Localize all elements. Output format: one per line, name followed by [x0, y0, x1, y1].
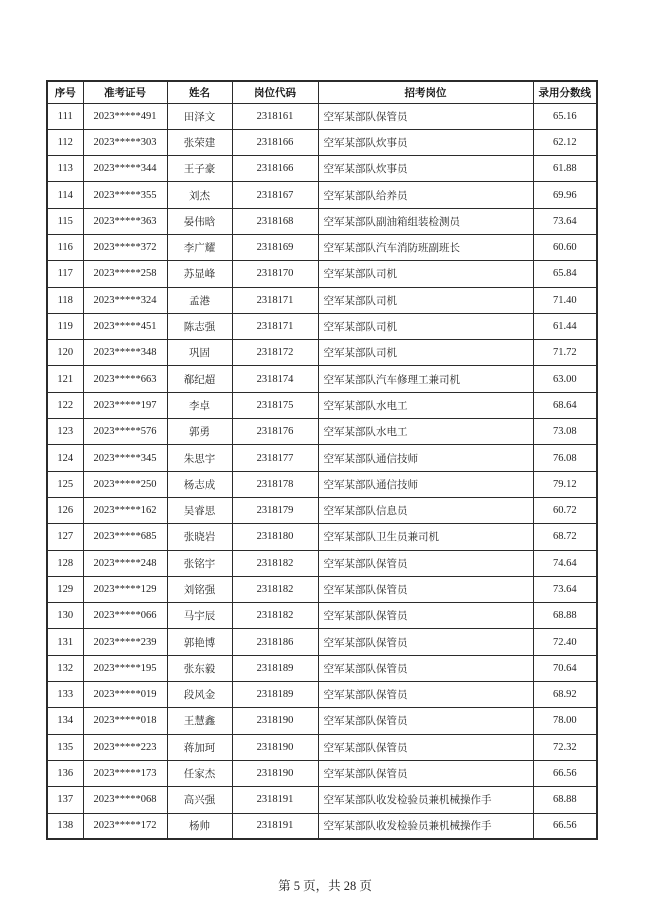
cell-exam-id: 2023*****303 — [83, 129, 167, 155]
column-header-name: 姓名 — [167, 81, 232, 103]
cell-exam-id: 2023*****239 — [83, 629, 167, 655]
table-row — [47, 603, 597, 629]
cell-name: 高兴强 — [167, 787, 232, 813]
cell-post-code: 2318161 — [232, 103, 318, 129]
cell-exam-id: 2023*****663 — [83, 366, 167, 392]
cell-index: 123 — [47, 419, 83, 445]
cell-post-code: 2318179 — [232, 497, 318, 523]
cell-exam-id: 2023*****162 — [83, 497, 167, 523]
cell-post-code: 2318170 — [232, 261, 318, 287]
table-row — [47, 734, 597, 760]
cell-post: 空军某部队司机 — [318, 261, 533, 287]
cell-exam-id: 2023*****066 — [83, 603, 167, 629]
cell-post: 空军某部队卫生员兼司机 — [318, 524, 533, 550]
cell-index: 129 — [47, 576, 83, 602]
cell-post: 空军某部队保管员 — [318, 576, 533, 602]
cell-post: 空军某部队汽车消防班副班长 — [318, 234, 533, 260]
cell-index: 125 — [47, 471, 83, 497]
cell-post: 空军某部队司机 — [318, 287, 533, 313]
table-row — [47, 392, 597, 418]
cell-score: 79.12 — [533, 471, 597, 497]
cell-score: 61.44 — [533, 313, 597, 339]
cell-post-code: 2318189 — [232, 655, 318, 681]
cell-post: 空军某部队炊事员 — [318, 129, 533, 155]
cell-post-code: 2318175 — [232, 392, 318, 418]
table-body — [47, 103, 597, 839]
cell-score: 66.56 — [533, 760, 597, 786]
cell-exam-id: 2023*****372 — [83, 234, 167, 260]
cell-index: 111 — [47, 103, 83, 129]
cell-score: 73.64 — [533, 576, 597, 602]
cell-post-code: 2318169 — [232, 234, 318, 260]
cell-name: 王子豪 — [167, 156, 232, 182]
cell-score: 63.00 — [533, 366, 597, 392]
cell-score: 68.64 — [533, 392, 597, 418]
cell-exam-id: 2023*****223 — [83, 734, 167, 760]
cell-post: 空军某部队保管员 — [318, 682, 533, 708]
table-row — [47, 524, 597, 550]
cell-post-code: 2318176 — [232, 419, 318, 445]
cell-exam-id: 2023*****172 — [83, 813, 167, 839]
cell-index: 137 — [47, 787, 83, 813]
cell-score: 62.12 — [533, 129, 597, 155]
cell-post: 空军某部队保管员 — [318, 655, 533, 681]
cell-post-code: 2318172 — [232, 340, 318, 366]
cell-exam-id: 2023*****348 — [83, 340, 167, 366]
cell-name: 朱思宇 — [167, 445, 232, 471]
cell-index: 114 — [47, 182, 83, 208]
cell-name: 田泽文 — [167, 103, 232, 129]
cell-post: 空军某部队保管员 — [318, 629, 533, 655]
cell-post: 空军某部队司机 — [318, 340, 533, 366]
cell-index: 119 — [47, 313, 83, 339]
cell-post: 空军某部队保管员 — [318, 550, 533, 576]
cell-score: 73.64 — [533, 208, 597, 234]
cell-index: 124 — [47, 445, 83, 471]
cell-post-code: 2318182 — [232, 550, 318, 576]
column-header-post: 招考岗位 — [318, 81, 533, 103]
cell-post: 空军某部队汽车修理工兼司机 — [318, 366, 533, 392]
cell-exam-id: 2023*****324 — [83, 287, 167, 313]
cell-score: 66.56 — [533, 813, 597, 839]
cell-post: 空军某部队炊事员 — [318, 156, 533, 182]
cell-post: 空军某部队水电工 — [318, 419, 533, 445]
cell-exam-id: 2023*****197 — [83, 392, 167, 418]
table-row — [47, 340, 597, 366]
cell-index: 136 — [47, 760, 83, 786]
table-row — [47, 366, 597, 392]
cell-score: 70.64 — [533, 655, 597, 681]
cell-post-code: 2318186 — [232, 629, 318, 655]
cell-post-code: 2318189 — [232, 682, 318, 708]
cell-exam-id: 2023*****491 — [83, 103, 167, 129]
cell-index: 122 — [47, 392, 83, 418]
cell-post: 空军某部队收发检验员兼机械操作手 — [318, 813, 533, 839]
table-header — [47, 81, 597, 103]
cell-score: 71.72 — [533, 340, 597, 366]
cell-post: 空军某部队副油箱组装检测员 — [318, 208, 533, 234]
cell-name: 刘杰 — [167, 182, 232, 208]
column-header-index: 序号 — [47, 81, 83, 103]
cell-score: 72.32 — [533, 734, 597, 760]
cell-post-code: 2318166 — [232, 156, 318, 182]
cell-score: 72.40 — [533, 629, 597, 655]
cell-index: 126 — [47, 497, 83, 523]
cell-score: 69.96 — [533, 182, 597, 208]
cell-post: 空军某部队保管员 — [318, 603, 533, 629]
cell-exam-id: 2023*****355 — [83, 182, 167, 208]
cell-post-code: 2318174 — [232, 366, 318, 392]
table-row — [47, 445, 597, 471]
cell-exam-id: 2023*****451 — [83, 313, 167, 339]
cell-post-code: 2318167 — [232, 182, 318, 208]
cell-exam-id: 2023*****345 — [83, 445, 167, 471]
table-row — [47, 629, 597, 655]
cell-score: 73.08 — [533, 419, 597, 445]
table-row — [47, 234, 597, 260]
cell-name: 李广耀 — [167, 234, 232, 260]
cell-name: 段风金 — [167, 682, 232, 708]
cell-index: 127 — [47, 524, 83, 550]
cell-post-code: 2318177 — [232, 445, 318, 471]
cell-post: 空军某部队通信技师 — [318, 445, 533, 471]
cell-name: 陈志强 — [167, 313, 232, 339]
cell-post: 空军某部队收发检验员兼机械操作手 — [318, 787, 533, 813]
column-header-post-code: 岗位代码 — [232, 81, 318, 103]
cell-exam-id: 2023*****019 — [83, 682, 167, 708]
cell-exam-id: 2023*****018 — [83, 708, 167, 734]
cell-post-code: 2318182 — [232, 603, 318, 629]
cell-post-code: 2318178 — [232, 471, 318, 497]
table-row — [47, 419, 597, 445]
cell-score: 68.92 — [533, 682, 597, 708]
cell-post-code: 2318191 — [232, 787, 318, 813]
cell-name: 杨志成 — [167, 471, 232, 497]
cell-index: 116 — [47, 234, 83, 260]
cell-exam-id: 2023*****250 — [83, 471, 167, 497]
cell-post: 空军某部队通信技师 — [318, 471, 533, 497]
cell-post-code: 2318166 — [232, 129, 318, 155]
cell-index: 128 — [47, 550, 83, 576]
cell-name: 郭勇 — [167, 419, 232, 445]
cell-score: 60.72 — [533, 497, 597, 523]
cell-index: 120 — [47, 340, 83, 366]
cell-post-code: 2318190 — [232, 734, 318, 760]
cell-post-code: 2318182 — [232, 576, 318, 602]
cell-score: 68.88 — [533, 603, 597, 629]
cell-exam-id: 2023*****685 — [83, 524, 167, 550]
cell-index: 117 — [47, 261, 83, 287]
cell-post-code: 2318190 — [232, 760, 318, 786]
table-row — [47, 182, 597, 208]
cell-exam-id: 2023*****068 — [83, 787, 167, 813]
header-row — [47, 81, 597, 103]
cell-post: 空军某部队信息员 — [318, 497, 533, 523]
cell-index: 118 — [47, 287, 83, 313]
cell-name: 王慧鑫 — [167, 708, 232, 734]
cell-name: 巩固 — [167, 340, 232, 366]
cell-exam-id: 2023*****173 — [83, 760, 167, 786]
cell-post: 空军某部队保管员 — [318, 734, 533, 760]
cell-post: 空军某部队保管员 — [318, 708, 533, 734]
cell-name: 张荣建 — [167, 129, 232, 155]
cell-post-code: 2318171 — [232, 313, 318, 339]
cell-name: 李卓 — [167, 392, 232, 418]
table-row — [47, 682, 597, 708]
table-row — [47, 760, 597, 786]
cell-name: 任家杰 — [167, 760, 232, 786]
table-row — [47, 787, 597, 813]
table-row — [47, 287, 597, 313]
cell-name: 孟港 — [167, 287, 232, 313]
cell-exam-id: 2023*****195 — [83, 655, 167, 681]
table-row — [47, 313, 597, 339]
score-table — [46, 80, 598, 840]
cell-name: 吴睿思 — [167, 497, 232, 523]
cell-score: 71.40 — [533, 287, 597, 313]
cell-score: 65.84 — [533, 261, 597, 287]
cell-exam-id: 2023*****248 — [83, 550, 167, 576]
cell-name: 马宇辰 — [167, 603, 232, 629]
cell-score: 60.60 — [533, 234, 597, 260]
cell-post-code: 2318168 — [232, 208, 318, 234]
cell-post-code: 2318180 — [232, 524, 318, 550]
cell-exam-id: 2023*****344 — [83, 156, 167, 182]
table-row — [47, 576, 597, 602]
cell-post: 空军某部队保管员 — [318, 760, 533, 786]
cell-name: 蒋加珂 — [167, 734, 232, 760]
cell-index: 134 — [47, 708, 83, 734]
cell-post: 空军某部队水电工 — [318, 392, 533, 418]
table-row — [47, 708, 597, 734]
table-row — [47, 103, 597, 129]
cell-index: 132 — [47, 655, 83, 681]
cell-name: 苏显峰 — [167, 261, 232, 287]
cell-name: 张铭宇 — [167, 550, 232, 576]
cell-score: 61.88 — [533, 156, 597, 182]
table-row — [47, 471, 597, 497]
cell-index: 112 — [47, 129, 83, 155]
table-row — [47, 497, 597, 523]
cell-exam-id: 2023*****363 — [83, 208, 167, 234]
table-row — [47, 655, 597, 681]
cell-index: 115 — [47, 208, 83, 234]
cell-score: 65.16 — [533, 103, 597, 129]
cell-exam-id: 2023*****258 — [83, 261, 167, 287]
cell-score: 68.72 — [533, 524, 597, 550]
cell-index: 130 — [47, 603, 83, 629]
cell-score: 78.00 — [533, 708, 597, 734]
cell-name: 郭艳博 — [167, 629, 232, 655]
cell-index: 131 — [47, 629, 83, 655]
column-header-exam-id: 准考证号 — [83, 81, 167, 103]
cell-index: 121 — [47, 366, 83, 392]
cell-exam-id: 2023*****129 — [83, 576, 167, 602]
cell-name: 杨帅 — [167, 813, 232, 839]
cell-post: 空军某部队给养员 — [318, 182, 533, 208]
cell-post-code: 2318191 — [232, 813, 318, 839]
cell-score: 74.64 — [533, 550, 597, 576]
cell-name: 张晓岩 — [167, 524, 232, 550]
cell-name: 张东毅 — [167, 655, 232, 681]
cell-exam-id: 2023*****576 — [83, 419, 167, 445]
cell-name: 刘铭强 — [167, 576, 232, 602]
cell-index: 135 — [47, 734, 83, 760]
cell-index: 133 — [47, 682, 83, 708]
cell-score: 68.88 — [533, 787, 597, 813]
table-row — [47, 208, 597, 234]
table-row — [47, 129, 597, 155]
page-footer: 第 5 页，共 28 页 — [278, 879, 372, 893]
cell-index: 138 — [47, 813, 83, 839]
cell-post-code: 2318171 — [232, 287, 318, 313]
cell-index: 113 — [47, 156, 83, 182]
table-row — [47, 156, 597, 182]
cell-score: 76.08 — [533, 445, 597, 471]
table-row — [47, 550, 597, 576]
table-row — [47, 813, 597, 839]
cell-name: 晏伟晗 — [167, 208, 232, 234]
column-header-score: 录用分数线 — [533, 81, 597, 103]
cell-post: 空军某部队司机 — [318, 313, 533, 339]
cell-name: 郗纪超 — [167, 366, 232, 392]
cell-post-code: 2318190 — [232, 708, 318, 734]
table-row — [47, 261, 597, 287]
cell-post: 空军某部队保管员 — [318, 103, 533, 129]
